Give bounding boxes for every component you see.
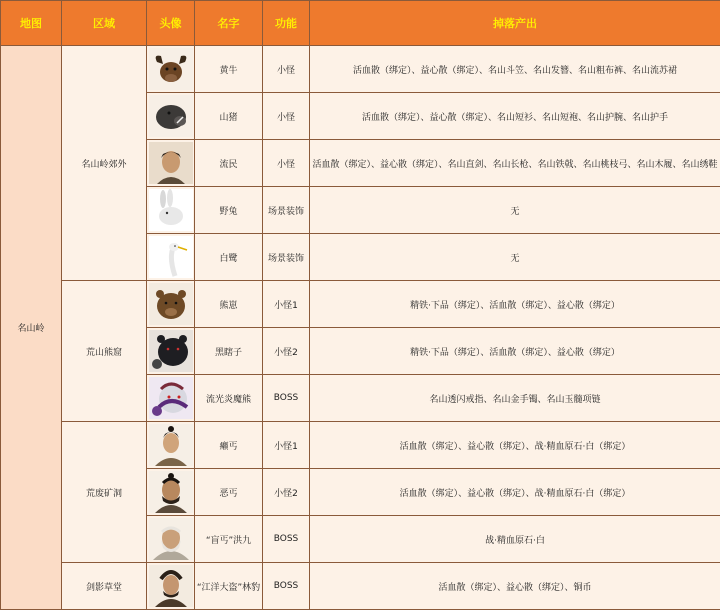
function-cell: 小怪2 <box>263 328 310 375</box>
blind-beggar-icon <box>149 518 193 560</box>
refugee-icon <box>149 142 193 184</box>
avatar-cell <box>147 140 195 187</box>
header-row <box>1 1 720 46</box>
table-row <box>1 46 720 93</box>
drops-cell: 无 <box>310 187 720 234</box>
drops-cell: 战·精血原石·白 <box>310 516 720 563</box>
name-cell: 流光炎魔熊 <box>195 375 263 422</box>
region-cell: 名山岭郊外 <box>62 46 147 281</box>
map-cell: 名山岭 <box>1 46 62 610</box>
name-cell: “盲丐”洪九 <box>195 516 263 563</box>
avatar-cell <box>147 563 195 610</box>
avatar-cell <box>147 187 195 234</box>
name-cell: 黑瞎子 <box>195 328 263 375</box>
drops-cell: 名山透闪戒指、名山金手镯、名山玉髓项链 <box>310 375 720 422</box>
avatar-cell <box>147 375 195 422</box>
region-cell: 荒废矿洞 <box>62 422 147 563</box>
header-function: 功能 <box>263 1 310 46</box>
bear-icon <box>149 283 193 325</box>
header-drops: 掉落产出 <box>310 1 720 46</box>
beggar-icon <box>149 424 193 466</box>
name-cell: 熊崽 <box>195 281 263 328</box>
function-cell: 小怪1 <box>263 422 310 469</box>
name-cell: 野兔 <box>195 187 263 234</box>
header-region: 区域 <box>62 1 147 46</box>
name-cell: 流民 <box>195 140 263 187</box>
function-cell: BOSS <box>263 516 310 563</box>
function-cell: 小怪2 <box>263 469 310 516</box>
avatar-cell <box>147 469 195 516</box>
function-cell: BOSS <box>263 375 310 422</box>
function-cell: 场景装饰 <box>263 187 310 234</box>
avatar-cell <box>147 422 195 469</box>
function-cell: 小怪 <box>263 46 310 93</box>
drops-cell: 活血散（绑定）、益心散（绑定）、名山短衫、名山短袍、名山护腕、名山护手 <box>310 93 720 140</box>
name-cell: 山猪 <box>195 93 263 140</box>
region-cell: 荒山熊窟 <box>62 281 147 422</box>
black-bear-icon <box>149 330 193 372</box>
header-name: 名字 <box>195 1 263 46</box>
table-row <box>1 281 720 328</box>
header-map: 地图 <box>1 1 62 46</box>
avatar-cell <box>147 46 195 93</box>
table-row <box>1 422 720 469</box>
avatar-cell <box>147 281 195 328</box>
evil-beggar-icon <box>149 471 193 513</box>
function-cell: 场景装饰 <box>263 234 310 281</box>
drops-cell: 活血散（绑定）、益心散（绑定）、铜币 <box>310 563 720 610</box>
drops-cell: 活血散（绑定）、益心散（绑定）、战·精血原石·白（绑定） <box>310 469 720 516</box>
table-row <box>1 563 720 610</box>
name-cell: 黄牛 <box>195 46 263 93</box>
avatar-cell <box>147 328 195 375</box>
name-cell: “江洋大盗”林豹 <box>195 563 263 610</box>
name-cell: 恶丐 <box>195 469 263 516</box>
function-cell: 小怪1 <box>263 281 310 328</box>
avatar-cell <box>147 93 195 140</box>
bandit-icon <box>149 565 193 607</box>
egret-icon <box>149 236 193 278</box>
region-cell: 剑影草堂 <box>62 563 147 610</box>
avatar-cell <box>147 234 195 281</box>
header-avatar: 头像 <box>147 1 195 46</box>
function-cell: 小怪 <box>263 93 310 140</box>
drops-cell: 活血散（绑定）、益心散（绑定）、战·精血原石·白（绑定） <box>310 422 720 469</box>
ox-icon <box>149 48 193 90</box>
name-cell: 白鹭 <box>195 234 263 281</box>
drops-cell: 精铁·下品（绑定）、活血散（绑定）、益心散（绑定） <box>310 281 720 328</box>
function-cell: BOSS <box>263 563 310 610</box>
drops-cell: 活血散（绑定）、益心散（绑定）、名山直剑、名山长枪、名山铁戟、名山桃枝弓、名山木履、名山绣鞋 <box>310 140 720 187</box>
drops-cell: 无 <box>310 234 720 281</box>
function-cell: 小怪 <box>263 140 310 187</box>
rabbit-icon <box>149 189 193 231</box>
avatar-cell <box>147 516 195 563</box>
name-cell: 癞丐 <box>195 422 263 469</box>
drops-cell: 活血散（绑定）、益心散（绑定）、名山斗笠、名山发簪、名山粗布裤、名山流苏裙 <box>310 46 720 93</box>
boar-icon <box>149 95 193 137</box>
demon-bear-icon <box>149 377 193 419</box>
drops-cell: 精铁·下品（绑定）、活血散（绑定）、益心散（绑定） <box>310 328 720 375</box>
